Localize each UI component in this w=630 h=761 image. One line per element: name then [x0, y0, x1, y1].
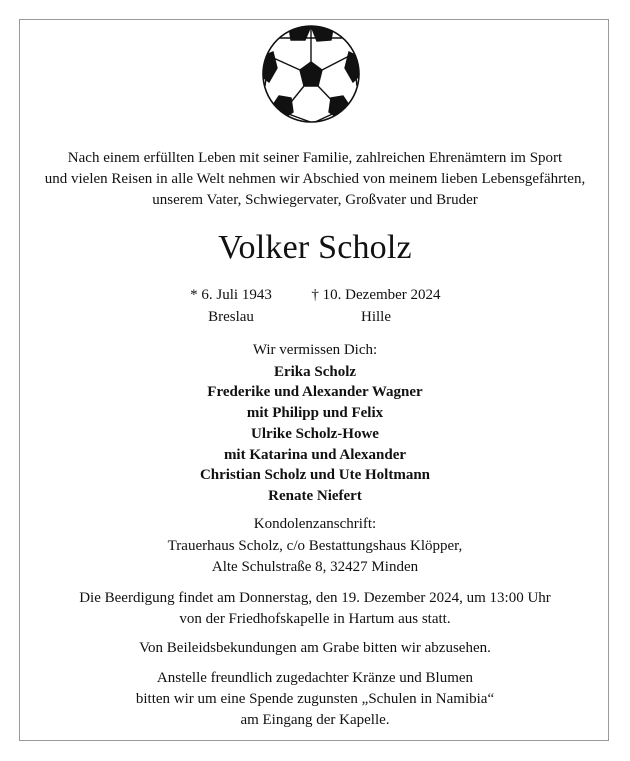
intro-text — [0, 148, 630, 211]
donation-line: bitten wir um eine Spende zugunsten „Schulen in Namibia“ — [135, 691, 495, 707]
mourner-name: mit Philipp und Felix — [246, 405, 384, 422]
intro-line: Nach einem erfüllten Leben mit seiner Familie, zahlreichen Ehrenämtern im Sport — [67, 150, 563, 166]
burial-line: von der Friedhofskapelle in Hartum aus statt. — [179, 611, 451, 627]
death-place: Hille — [361, 309, 391, 325]
mourner-name: Erika Scholz — [273, 364, 357, 380]
condolence-note: Von Beileidsbekundungen am Grabe bitten wir abzusehen. — [139, 640, 491, 656]
burial-line: Die Beerdigung findet am Donnerstag, den 19. Dezember 2024, um 13:00 Uhr — [79, 590, 551, 606]
death-date: † 10. Dezember 2024 — [311, 287, 441, 303]
mourners-intro: Wir vermissen Dich: — [252, 342, 378, 358]
soccer-ball-icon — [261, 24, 361, 124]
deceased-name: Volker Scholz — [218, 229, 412, 266]
condolence-label: Kondolenzanschrift: — [253, 516, 377, 532]
birth-info — [186, 284, 276, 328]
donation-notice — [0, 668, 630, 731]
intro-line: unserem Vater, Schwiegervater, Großvater und Bruder — [152, 192, 478, 208]
mourner-name: Frederike und Alexander Wagner — [207, 384, 423, 401]
birth-date: * 6. Juli 1943 — [190, 287, 272, 303]
condolence-line: Trauerhaus Scholz, c/o Bestattungshaus Klöpper, — [167, 537, 463, 554]
donation-line: Anstelle freundlich zugedachter Kränze und Blumen — [156, 670, 474, 686]
condolence-address — [0, 514, 630, 579]
mourner-name: Renate Niefert — [268, 487, 362, 504]
condolence-line: Alte Schulstraße 8, 32427 Minden — [211, 559, 419, 576]
mourner-name: mit Katarina und Alexander — [223, 446, 407, 463]
death-info — [306, 284, 446, 328]
mourner-name: Ulrike Scholz-Howe — [251, 425, 379, 442]
mourners-list — [0, 362, 630, 507]
intro-line: und vielen Reisen in alle Welt nehmen wir Abschied von meinem lieben Lebensgefährten, — [44, 171, 586, 187]
burial-notice — [0, 588, 630, 630]
donation-line: am Eingang der Kapelle. — [240, 712, 390, 728]
birth-place: Breslau — [208, 309, 254, 325]
life-dates — [0, 284, 630, 328]
mourner-name: Christian Scholz und Ute Holtmann — [199, 466, 431, 483]
